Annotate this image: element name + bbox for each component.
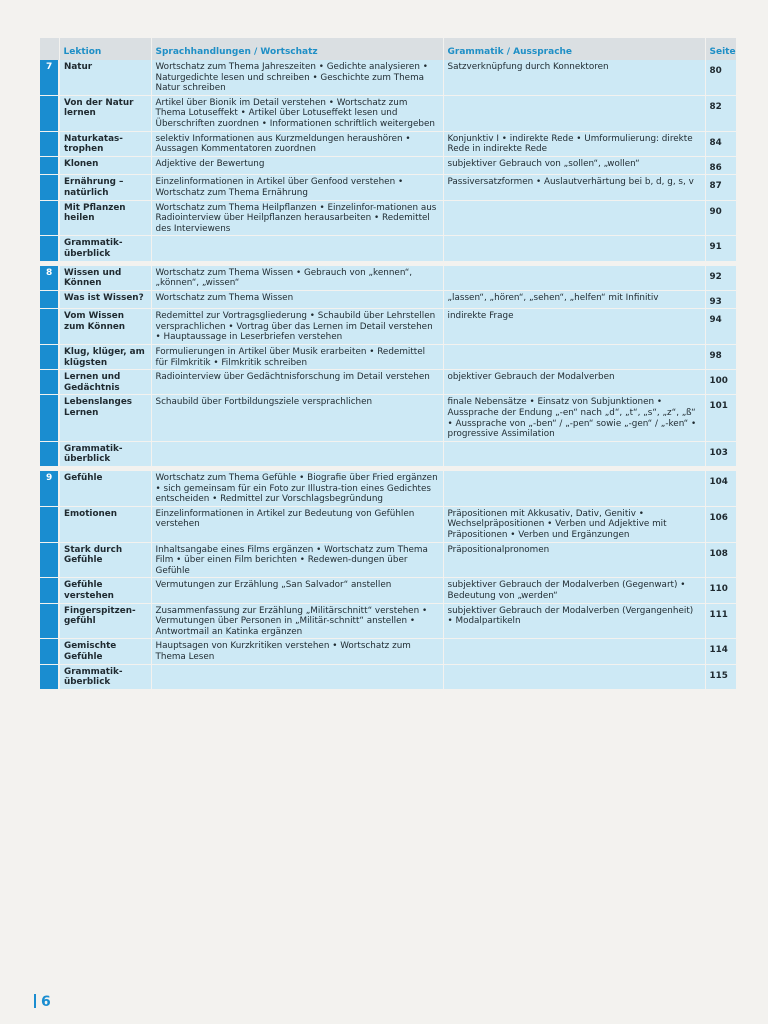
chapter-number-cell — [40, 639, 59, 664]
sprachhandlungen-cell: Einzelinformationen in Artikel über Genfood verstehen • Wortschatz zum Thema Ernährung — [151, 175, 443, 200]
sprachhandlungen-cell: Wortschatz zum Thema Gefühle • Biografie über Fried ergänzen • sich gemeinsam für ein Foto zur Illustra-tion eines Gedichtes entscheiden • Redmittel zur Vorschlagsbegründung — [151, 471, 443, 506]
grammatik-cell — [443, 664, 705, 689]
sprachhandlungen-cell: Wortschatz zum Thema Wissen • Gebrauch von „kennen“, „können“, „wissen“ — [151, 266, 443, 291]
table-body — [40, 60, 736, 689]
lektion-cell: Naturkatas-trophen — [59, 131, 151, 156]
sprachhandlungen-cell — [151, 664, 443, 689]
chapter-number-cell — [40, 603, 59, 639]
seite-cell: 98 — [705, 345, 736, 370]
page-number-text: 6 — [41, 994, 51, 1010]
lektion-cell: Gefühle verstehen — [59, 578, 151, 603]
lektion-cell: Vom Wissen zum Können — [59, 309, 151, 345]
table-row — [40, 578, 736, 603]
lektion-cell: Wissen und Können — [59, 266, 151, 291]
header-lektion: Lektion — [59, 38, 151, 60]
table-row — [40, 506, 736, 542]
table-row — [40, 236, 736, 261]
grammatik-cell: Präpositionen mit Akkusativ, Dativ, Genitiv • Wechselpräpositionen • Verben und Adjektive mit Präpositionen • Verben und Ergänzungen — [443, 506, 705, 542]
table-row — [40, 309, 736, 345]
chapter-number-cell — [40, 95, 59, 131]
grammatik-cell: subjektiver Gebrauch der Modalverben (Vergangenheit) • Modalpartikeln — [443, 603, 705, 639]
lektion-cell: Mit Pflanzen heilen — [59, 200, 151, 236]
lektion-cell: Natur — [59, 60, 151, 95]
grammatik-cell: Satzverknüpfung durch Konnektoren — [443, 60, 705, 95]
chapter-number-cell — [40, 664, 59, 689]
chapter-number-cell: 9 — [40, 471, 59, 506]
lektion-cell: Grammatik-überblick — [59, 664, 151, 689]
lektion-cell: Stark durch Gefühle — [59, 542, 151, 578]
grammatik-cell: Konjunktiv I • indirekte Rede • Umformulierung: direkte Rede in indirekte Rede — [443, 131, 705, 156]
table-row — [40, 395, 736, 441]
table-of-contents — [40, 38, 736, 690]
sprachhandlungen-cell: Adjektive der Bewertung — [151, 156, 443, 175]
lektion-cell: Grammatik-überblick — [59, 441, 151, 466]
table-row — [40, 471, 736, 506]
grammatik-cell: Präpositionalpronomen — [443, 542, 705, 578]
sprachhandlungen-cell: Hauptsagen von Kurzkritiken verstehen • Wortschatz zum Thema Lesen — [151, 639, 443, 664]
sprachhandlungen-cell — [151, 236, 443, 261]
sprachhandlungen-cell: Wortschatz zum Thema Jahreszeiten • Gedichte analysieren • Naturgedichte lesen und schreiben • Geschichte zum Thema Natur schreiben — [151, 60, 443, 95]
table-row — [40, 542, 736, 578]
header-chapter-number — [40, 38, 59, 60]
sprachhandlungen-cell: Schaubild über Fortbildungsziele versprachlichen — [151, 395, 443, 441]
lektion-cell: Was ist Wissen? — [59, 290, 151, 309]
seite-cell: 87 — [705, 175, 736, 200]
seite-cell: 92 — [705, 266, 736, 291]
chapter-number-cell — [40, 156, 59, 175]
grammatik-cell: subjektiver Gebrauch von „sollen“, „wollen“ — [443, 156, 705, 175]
table-header — [40, 38, 736, 60]
sprachhandlungen-cell: Inhaltsangabe eines Films ergänzen • Wortschatz zum Thema Film • über einen Film berichten • Redewen-dungen über Gefühle — [151, 542, 443, 578]
table-row — [40, 200, 736, 236]
lektion-cell: Von der Natur lernen — [59, 95, 151, 131]
lektion-cell: Lernen und Gedächtnis — [59, 370, 151, 395]
grammatik-cell — [443, 471, 705, 506]
table-row — [40, 603, 736, 639]
toc-table — [40, 38, 737, 690]
seite-cell: 108 — [705, 542, 736, 578]
chapter-number-cell — [40, 309, 59, 345]
chapter-number-cell: 8 — [40, 266, 59, 291]
sprachhandlungen-cell: Redemittel zur Vortragsgliederung • Schaubild über Lehrstellen versprachlichen • Vortrag über das Lernen im Detail verstehen • Hauptaussage in Leserbriefen verstehen — [151, 309, 443, 345]
seite-cell: 82 — [705, 95, 736, 131]
lektion-cell: Emotionen — [59, 506, 151, 542]
table-row — [40, 266, 736, 291]
seite-cell: 114 — [705, 639, 736, 664]
lektion-cell: Fingerspitzen-gefühl — [59, 603, 151, 639]
seite-cell: 90 — [705, 200, 736, 236]
grammatik-cell — [443, 266, 705, 291]
seite-cell: 84 — [705, 131, 736, 156]
seite-cell: 115 — [705, 664, 736, 689]
sprachhandlungen-cell: Einzelinformationen in Artikel zur Bedeutung von Gefühlen verstehen — [151, 506, 443, 542]
chapter-number-cell — [40, 441, 59, 466]
grammatik-cell — [443, 345, 705, 370]
seite-cell: 93 — [705, 290, 736, 309]
sprachhandlungen-cell: Radiointerview über Gedächtnisforschung im Detail verstehen — [151, 370, 443, 395]
chapter-number-cell — [40, 542, 59, 578]
grammatik-cell — [443, 236, 705, 261]
lektion-cell: Ernährung – natürlich — [59, 175, 151, 200]
table-row — [40, 664, 736, 689]
seite-cell: 100 — [705, 370, 736, 395]
sprachhandlungen-cell — [151, 441, 443, 466]
sprachhandlungen-cell: Wortschatz zum Thema Heilpflanzen • Einzelinfor-mationen aus Radiointerview über Heilpflanzen herausarbeiten • Redemittel des Interviewens — [151, 200, 443, 236]
chapter-number-cell — [40, 200, 59, 236]
seite-cell: 111 — [705, 603, 736, 639]
grammatik-cell: „lassen“, „hören“, „sehen“, „helfen“ mit Infinitiv — [443, 290, 705, 309]
chapter-number-cell — [40, 236, 59, 261]
grammatik-cell — [443, 200, 705, 236]
table-row — [40, 441, 736, 466]
sprachhandlungen-cell: Vermutungen zur Erzählung „San Salvador“ anstellen — [151, 578, 443, 603]
chapter-number-cell — [40, 290, 59, 309]
grammatik-cell — [443, 441, 705, 466]
grammatik-cell — [443, 95, 705, 131]
chapter-number-cell — [40, 395, 59, 441]
seite-cell: 101 — [705, 395, 736, 441]
seite-cell: 110 — [705, 578, 736, 603]
table-row — [40, 639, 736, 664]
seite-cell: 94 — [705, 309, 736, 345]
chapter-number-cell — [40, 345, 59, 370]
table-row — [40, 370, 736, 395]
table-row — [40, 131, 736, 156]
seite-cell: 91 — [705, 236, 736, 261]
lektion-cell: Gefühle — [59, 471, 151, 506]
chapter-number-cell: 7 — [40, 60, 59, 95]
chapter-number-cell — [40, 370, 59, 395]
table-row — [40, 156, 736, 175]
table-row — [40, 95, 736, 131]
grammatik-cell: subjektiver Gebrauch der Modalverben (Gegenwart) • Bedeutung von „werden“ — [443, 578, 705, 603]
grammatik-cell: Passiversatzformen • Auslautverhärtung bei b, d, g, s, v — [443, 175, 705, 200]
sprachhandlungen-cell: Formulierungen in Artikel über Musik erarbeiten • Redemittel für Filmkritik • Filmkritik schreiben — [151, 345, 443, 370]
sprachhandlungen-cell: Wortschatz zum Thema Wissen — [151, 290, 443, 309]
table-row — [40, 60, 736, 95]
table-row — [40, 175, 736, 200]
table-row — [40, 290, 736, 309]
chapter-number-cell — [40, 131, 59, 156]
chapter-number-cell — [40, 175, 59, 200]
grammatik-cell: objektiver Gebrauch der Modalverben — [443, 370, 705, 395]
chapter-number-cell — [40, 506, 59, 542]
table-row — [40, 345, 736, 370]
seite-cell: 80 — [705, 60, 736, 95]
grammatik-cell — [443, 639, 705, 664]
header-sprachhandlungen: Sprachhandlungen / Wortschatz — [151, 38, 443, 60]
seite-cell: 86 — [705, 156, 736, 175]
lektion-cell: Grammatik-überblick — [59, 236, 151, 261]
grammatik-cell: indirekte Frage — [443, 309, 705, 345]
lektion-cell: Gemischte Gefühle — [59, 639, 151, 664]
lektion-cell: Lebenslanges Lernen — [59, 395, 151, 441]
lektion-cell: Klug, klüger, am klügsten — [59, 345, 151, 370]
sprachhandlungen-cell: Artikel über Bionik im Detail verstehen • Wortschatz zum Thema Lotuseffekt • Artikel über Lotuseffekt lesen und Überschriften zuordnen • Informationen schriftlich weitergeben — [151, 95, 443, 131]
page-number-bar — [34, 994, 36, 1008]
grammatik-cell: finale Nebensätze • Einsatz von Subjunktionen • Aussprache der Endung „-en“ nach „d“, „t“, „s“, „z“, „ß“ • Aussprache von „-ben“ / „-pen“ sowie „-gen“ / „-ken“ • progressive Assimilation — [443, 395, 705, 441]
header-seite: Seite — [705, 38, 736, 60]
chapter-number-cell — [40, 578, 59, 603]
seite-cell: 106 — [705, 506, 736, 542]
seite-cell: 104 — [705, 471, 736, 506]
seite-cell: 103 — [705, 441, 736, 466]
page-number — [34, 994, 51, 1010]
sprachhandlungen-cell: selektiv Informationen aus Kurzmeldungen heraushören • Aussagen Kommentatoren zuordnen — [151, 131, 443, 156]
lektion-cell: Klonen — [59, 156, 151, 175]
header-grammatik: Grammatik / Aussprache — [443, 38, 705, 60]
sprachhandlungen-cell: Zusammenfassung zur Erzählung „Militärschnitt“ verstehen • Vermutungen über Personen in „Militär-schnitt“ anstellen • Antwortmail an Katinka ergänzen — [151, 603, 443, 639]
